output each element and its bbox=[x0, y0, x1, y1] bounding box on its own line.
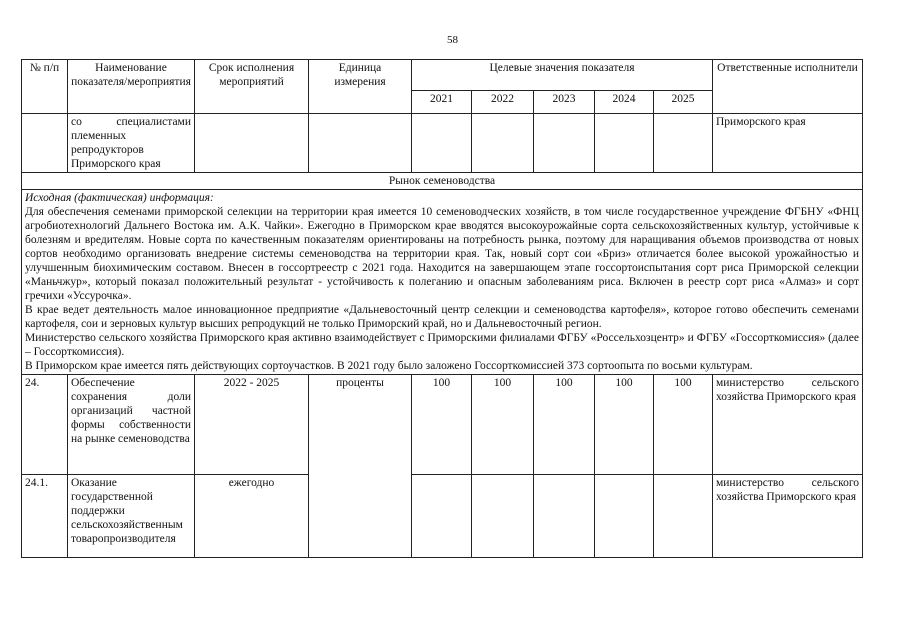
cell-value bbox=[412, 114, 472, 173]
cell-unit bbox=[309, 114, 412, 173]
header-unit: Единица измерения bbox=[309, 60, 412, 114]
header-year-2025: 2025 bbox=[654, 91, 713, 114]
cell-value-2021: 100 bbox=[412, 375, 472, 475]
info-paragraph: В крае ведет деятельность малое инновационное предприятие «Дальневосточный центр селекции и семеноводства картофеля», которое готово обеспечить семенами картофеля, сои и зерновых культур высших репродукций не только Приморский край, но и Дальневосточный регион. bbox=[25, 304, 859, 330]
section-title: Рынок семеноводства bbox=[22, 173, 863, 190]
table-row bbox=[22, 475, 863, 558]
cell-value-2022: 100 bbox=[472, 375, 534, 475]
cell-name: Оказание государственной поддержки сельскохозяйственным товаропроизводителя bbox=[68, 475, 195, 558]
cell-value-2025 bbox=[654, 475, 713, 558]
header-year-2022: 2022 bbox=[472, 91, 534, 114]
cell-value-2025: 100 bbox=[654, 375, 713, 475]
cell-deadline: ежегодно bbox=[195, 475, 309, 558]
cell-value-2022 bbox=[472, 475, 534, 558]
cell-value bbox=[472, 114, 534, 173]
info-paragraph: В Приморском крае имеется пять действующих сортоучастков. В 2021 году было заложено Госсорткомиссией 373 сортоопыта по восьми культурам. bbox=[25, 360, 753, 372]
cell-responsible: министерство сельского хозяйства Приморского края bbox=[713, 475, 863, 558]
cell-name: со специалистами племенных репродукторов Приморского края bbox=[68, 114, 195, 173]
table-row-continuation bbox=[22, 114, 863, 173]
cell-responsible: Приморского края bbox=[713, 114, 863, 173]
cell-value bbox=[654, 114, 713, 173]
header-name: Наименование показателя/мероприятия bbox=[68, 60, 195, 114]
table-row bbox=[22, 375, 863, 475]
cell-value-2023: 100 bbox=[534, 375, 595, 475]
info-row bbox=[22, 190, 863, 375]
section-row bbox=[22, 173, 863, 190]
cell-responsible: министерство сельского хозяйства Приморского края bbox=[713, 375, 863, 475]
cell-deadline: 2022 - 2025 bbox=[195, 375, 309, 475]
header-year-2023: 2023 bbox=[534, 91, 595, 114]
cell-value-2024: 100 bbox=[595, 375, 654, 475]
table-header-row bbox=[22, 60, 863, 91]
header-num: № п/п bbox=[22, 60, 68, 114]
header-responsible: Ответственные исполнители bbox=[713, 60, 863, 114]
info-heading: Исходная (фактическая) информация: bbox=[25, 192, 214, 204]
cell-num: 24. bbox=[22, 375, 68, 475]
cell-value-2023 bbox=[534, 475, 595, 558]
cell-deadline bbox=[195, 114, 309, 173]
cell-name: Обеспечение сохранения доли организаций частной формы собственности на рынке семеноводства bbox=[68, 375, 195, 475]
cell-value-2024 bbox=[595, 475, 654, 558]
header-year-2024: 2024 bbox=[595, 91, 654, 114]
cell-value bbox=[595, 114, 654, 173]
cell-unit: проценты bbox=[309, 375, 412, 558]
page-number: 58 bbox=[447, 34, 458, 46]
header-year-2021: 2021 bbox=[412, 91, 472, 114]
header-deadline: Срок исполнения мероприятий bbox=[195, 60, 309, 114]
cell-value bbox=[534, 114, 595, 173]
header-target-values: Целевые значения показателя bbox=[412, 60, 713, 91]
cell-num: 24.1. bbox=[22, 475, 68, 558]
cell-value-2021 bbox=[412, 475, 472, 558]
indicator-table bbox=[21, 59, 863, 558]
cell-num bbox=[22, 114, 68, 173]
info-paragraph: Министерство сельского хозяйства Приморского края активно взаимодействует с Приморскими филиалами ФГБУ «Россельхозцентр» и ФГБУ «Госсорткомиссия» (далее – Госсорткомиссия). bbox=[25, 332, 859, 358]
info-paragraph: Для обеспечения семенами приморской селекции на территории края имеется 10 семеноводческих хозяйств, в том числе государственное учреждение ФГБНУ «ФНЦ агробиотехнологий Дальнего Востока им. А.К. Чайки». Ежегодно в Приморском крае вводятся высокоурожайные сорта сельскохозяйственных культур, устойчивые к болезням и вредителям. Новые сорта по качественным показателям ориентированы на потребность рынка, поэтому для наращивания объемов производства от новых сортов необходимо организовать внедрение системы семеноводства на территории края. Так, новый сорт сои «Бриз» отличается более высокой урожайностью и улучшенным биохимическим составом. Внесен в госсортреестр с 2021 года. Находится на завершающем этапе госсортоиспытания сорт риса Приморской селекции «Маньчжур», который показал положительный результат - устойчивость к полеганию и опасным заболеваниям риса. Включен в реестр сорт риса «Алмаз» и сорт гречихи «Уссурочка». bbox=[25, 206, 859, 302]
info-block bbox=[22, 190, 863, 375]
